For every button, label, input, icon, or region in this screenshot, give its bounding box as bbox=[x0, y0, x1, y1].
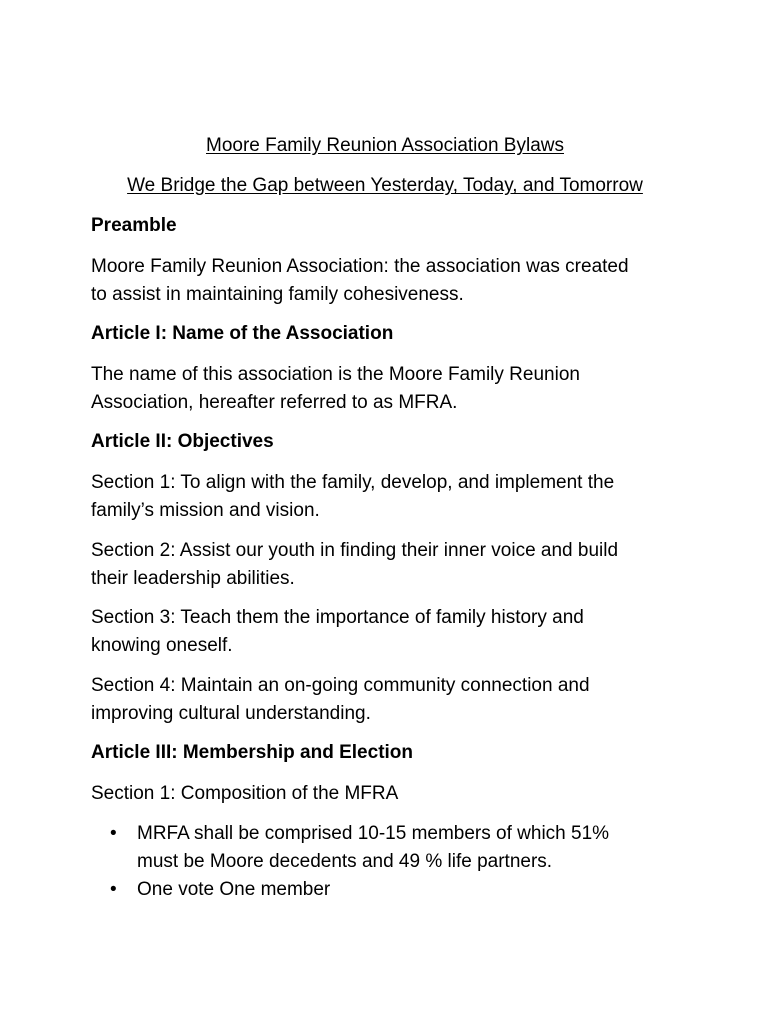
article-2-section-2-line-2: their leadership abilities. bbox=[91, 568, 295, 589]
article-2-section-4-line-1: Section 4: Maintain an on-going community connection and bbox=[91, 675, 590, 696]
article-2-section-4-line-2: improving cultural understanding. bbox=[91, 703, 371, 724]
document-subtitle: We Bridge the Gap between Yesterday, Today, and Tomorrow bbox=[127, 175, 643, 196]
preamble-heading: Preamble bbox=[91, 215, 177, 236]
article-2-section-3-line-2: knowing oneself. bbox=[91, 635, 233, 656]
article-2-section-1-line-1: Section 1: To align with the family, develop, and implement the bbox=[91, 472, 615, 493]
bullet-icon: • bbox=[110, 823, 117, 844]
list-item-text: MRFA shall be comprised 10-15 members of which 51% bbox=[137, 823, 610, 844]
preamble-line-1: Moore Family Reunion Association: the association was created bbox=[91, 256, 629, 277]
list-item-text: One vote One member bbox=[137, 879, 331, 900]
article-1-line-2: Association, hereafter referred to as MFRA. bbox=[91, 392, 458, 413]
article-2-section-2-line-1: Section 2: Assist our youth in finding their inner voice and build bbox=[91, 540, 619, 561]
preamble-line-2: to assist in maintaining family cohesiveness. bbox=[91, 284, 464, 305]
article-3-section-1: Section 1: Composition of the MFRA bbox=[91, 783, 399, 804]
article-1-line-1: The name of this association is the Moore Family Reunion bbox=[91, 364, 580, 385]
article-2-heading: Article II: Objectives bbox=[91, 431, 274, 452]
list-item-text: must be Moore decedents and 49 % life partners. bbox=[137, 851, 553, 872]
article-2-section-1-line-2: family’s mission and vision. bbox=[91, 500, 320, 521]
document-title: Moore Family Reunion Association Bylaws bbox=[206, 135, 564, 156]
article-1-heading: Article I: Name of the Association bbox=[91, 323, 394, 344]
bullet-icon: • bbox=[110, 879, 117, 900]
article-2-section-3-line-1: Section 3: Teach them the importance of family history and bbox=[91, 607, 584, 628]
article-3-heading: Article III: Membership and Election bbox=[91, 742, 414, 763]
